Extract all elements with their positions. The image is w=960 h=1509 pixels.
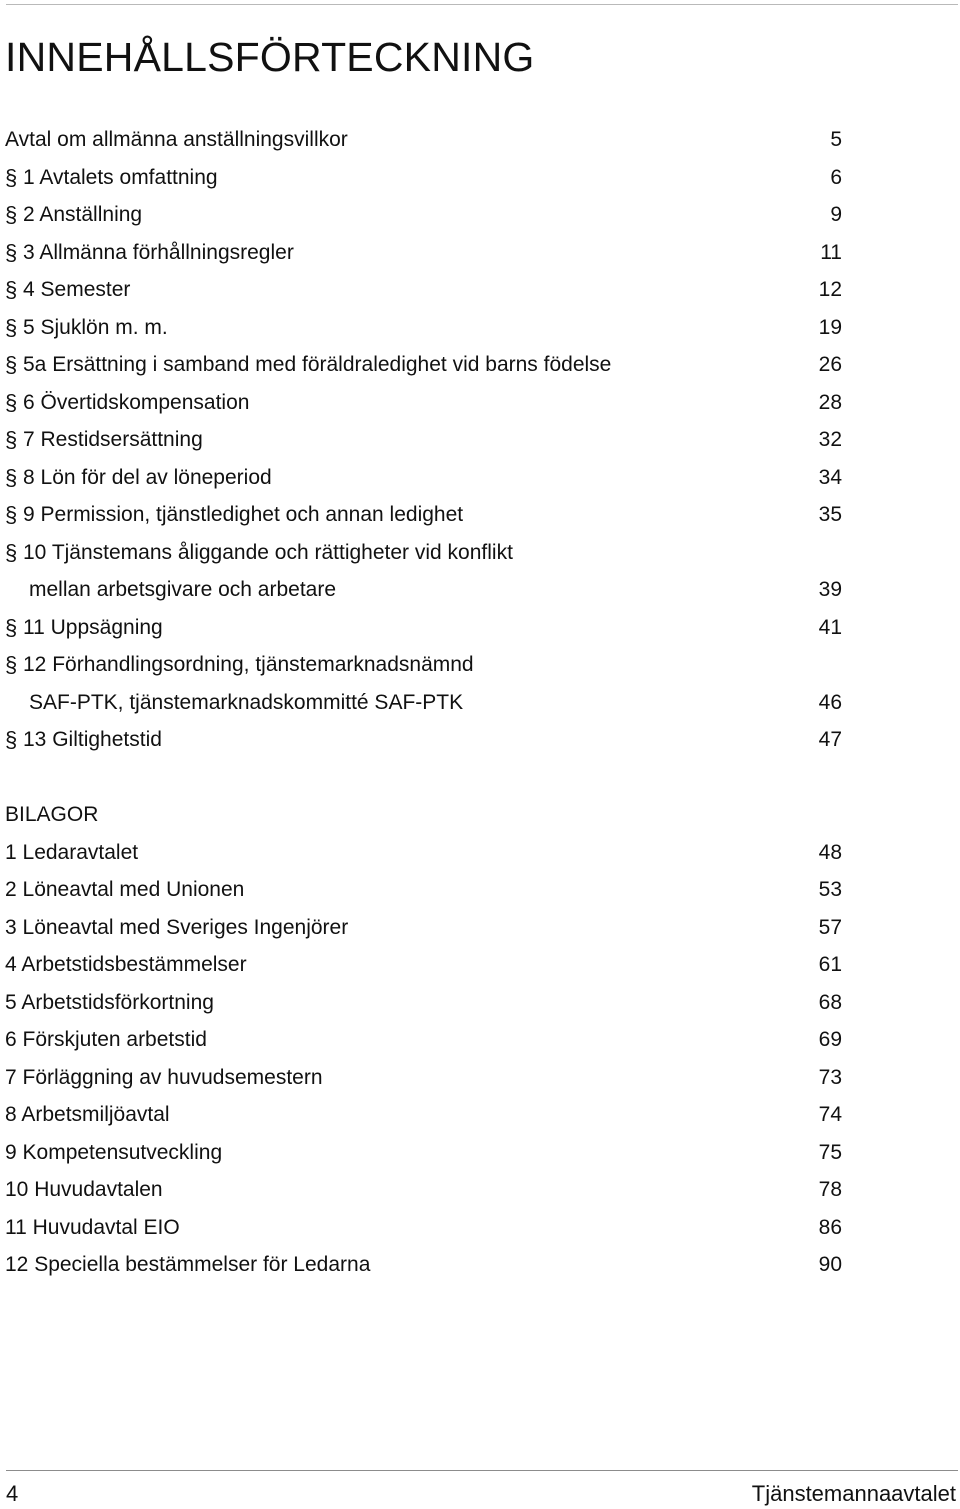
toc-entry-page-number: 78 xyxy=(818,1178,842,1201)
toc-entry-continuation[interactable] xyxy=(0,685,960,721)
toc-entry-label: 8 Lön för del av löneperiod xyxy=(23,466,272,489)
toc-entry-label: 11 Uppsägning xyxy=(23,616,163,639)
toc-entry-page-number: 41 xyxy=(818,616,842,639)
bilaga-entry[interactable] xyxy=(0,1022,960,1058)
toc-entry-label: 3 Löneavtal med Sveriges Ingenjörer xyxy=(5,916,349,939)
toc-entry[interactable] xyxy=(0,460,960,496)
toc-entry-page-number: 12 xyxy=(818,278,842,301)
bilaga-entry[interactable] xyxy=(0,910,960,946)
toc-entry[interactable] xyxy=(0,235,960,271)
toc-entry-label: 7 Förläggning av huvudsemestern xyxy=(5,1066,323,1089)
toc-entry-label: 13 Giltighetstid xyxy=(23,728,162,751)
toc-entry-page-number: 57 xyxy=(818,916,842,939)
toc-entry-page-number: 46 xyxy=(818,691,842,714)
section-symbol: § xyxy=(5,202,18,227)
toc-entry-page-number: 28 xyxy=(818,391,842,414)
toc-entry-page-number: 86 xyxy=(818,1216,842,1239)
toc-entry-page-number: 34 xyxy=(818,466,842,489)
toc-entry-label: 9 Kompetensutveckling xyxy=(5,1141,223,1164)
section-symbol: § xyxy=(5,165,18,190)
toc-entry-label: 10 Tjänstemans åliggande och rättigheter vid konflikt xyxy=(23,541,513,564)
toc-entry-page-number: 11 xyxy=(820,241,842,264)
toc-entry-continuation[interactable] xyxy=(0,572,960,608)
toc-entry-label: 6 Förskjuten arbetstid xyxy=(5,1028,207,1051)
bilaga-entry[interactable] xyxy=(0,1172,960,1208)
section-symbol: § xyxy=(5,427,18,452)
toc-entry-label: 10 Huvudavtalen xyxy=(5,1178,163,1201)
toc-entry-label: 3 Allmänna förhållningsregler xyxy=(23,241,294,264)
bilaga-entry[interactable] xyxy=(0,835,960,871)
toc-entry-label: 7 Restidsersättning xyxy=(23,428,203,451)
toc-entry-label: 11 Huvudavtal EIO xyxy=(5,1216,180,1239)
toc-entry-label: 8 Arbetsmiljöavtal xyxy=(5,1103,170,1126)
toc-entry-page-number: 61 xyxy=(818,953,842,976)
toc-entry-page-number: 39 xyxy=(818,578,842,601)
toc-entry-page-number: 48 xyxy=(818,841,842,864)
section-symbol: § xyxy=(5,465,18,490)
toc-entry[interactable] xyxy=(0,122,960,158)
bilaga-entry[interactable] xyxy=(0,1210,960,1246)
toc-entry[interactable] xyxy=(0,310,960,346)
toc-entry-page-number: 19 xyxy=(818,316,842,339)
toc-entry-label: SAF-PTK, tjänstemarknadskommitté SAF-PTK xyxy=(29,691,464,714)
toc-entry[interactable] xyxy=(0,385,960,421)
section-symbol: § xyxy=(5,615,18,640)
toc-entry-label: Avtal om allmänna anställningsvillkor xyxy=(5,128,348,151)
toc-entry-page-number: 9 xyxy=(830,203,842,226)
toc-entry-label: 5 Arbetstidsförkortning xyxy=(5,991,214,1014)
toc-entry-label: 12 Speciella bestämmelser för Ledarna xyxy=(5,1253,371,1276)
toc-entry-page-number: 68 xyxy=(818,991,842,1014)
section-symbol: § xyxy=(5,727,18,752)
top-rule xyxy=(6,4,958,5)
toc-entry-label: 2 Anställning xyxy=(23,203,143,226)
toc-entry[interactable] xyxy=(0,197,960,233)
toc-entry-label: mellan arbetsgivare och arbetare xyxy=(29,578,337,601)
toc-entry-page-number: 53 xyxy=(818,878,842,901)
section-symbol: § xyxy=(5,240,18,265)
section-symbol: § xyxy=(5,352,18,377)
section-symbol: § xyxy=(5,540,18,565)
toc-entry[interactable] xyxy=(0,347,960,383)
toc-entry-page-number: 6 xyxy=(830,166,842,189)
section-symbol: § xyxy=(5,652,18,677)
toc-entry-label: 2 Löneavtal med Unionen xyxy=(5,878,245,901)
bilagor-heading xyxy=(0,797,960,833)
toc-entry[interactable] xyxy=(0,535,960,571)
bilaga-entry[interactable] xyxy=(0,1097,960,1133)
bilaga-entry[interactable] xyxy=(0,1060,960,1096)
toc-entry[interactable] xyxy=(0,497,960,533)
toc-entry-label: 5 Sjuklön m. m. xyxy=(23,316,168,339)
toc-entry-page-number: 73 xyxy=(818,1066,842,1089)
toc-entry-label: 5a Ersättning i samband med föräldraledighet vid barns födelse xyxy=(23,353,612,376)
toc-entry-page-number: 26 xyxy=(818,353,842,376)
toc-entry-page-number: 35 xyxy=(818,503,842,526)
toc-entry-page-number: 74 xyxy=(818,1103,842,1126)
section-symbol: § xyxy=(5,390,18,415)
toc-entry-page-number: 90 xyxy=(818,1253,842,1276)
toc-entry[interactable] xyxy=(0,722,960,758)
section-symbol: § xyxy=(5,502,18,527)
footer-rule xyxy=(6,1470,958,1471)
toc-entry-page-number: 75 xyxy=(818,1141,842,1164)
toc-entry-label: 1 Avtalets omfattning xyxy=(23,166,218,189)
toc-entry-label: BILAGOR xyxy=(5,803,99,826)
toc-entry-page-number: 69 xyxy=(818,1028,842,1051)
footer-page-number: 4 xyxy=(6,1481,19,1506)
toc-entry-label: 4 Arbetstidsbestämmelser xyxy=(5,953,247,976)
toc-entry-label: 6 Övertidskompensation xyxy=(23,391,250,414)
bilaga-entry[interactable] xyxy=(0,1135,960,1171)
bilaga-entry[interactable] xyxy=(0,1247,960,1283)
toc-entry-page-number: 47 xyxy=(818,728,842,751)
footer-document-title: Tjänstemannaavtalet xyxy=(751,1481,956,1506)
toc-entry[interactable] xyxy=(0,272,960,308)
toc-entry-label: 4 Semester xyxy=(23,278,131,301)
toc-entry-label: 1 Ledaravtalet xyxy=(5,841,139,864)
toc-entry[interactable] xyxy=(0,422,960,458)
toc-entry[interactable] xyxy=(0,160,960,196)
toc-entry-label: 9 Permission, tjänstledighet och annan ledighet xyxy=(23,503,464,526)
toc-entry-page-number: 5 xyxy=(830,128,842,151)
bilaga-entry[interactable] xyxy=(0,985,960,1021)
toc-entry[interactable] xyxy=(0,647,960,683)
bilaga-entry[interactable] xyxy=(0,947,960,983)
bilaga-entry[interactable] xyxy=(0,872,960,908)
toc-entry[interactable] xyxy=(0,610,960,646)
section-symbol: § xyxy=(5,315,18,340)
toc-entry-page-number: 32 xyxy=(818,428,842,451)
page-title: INNEHÅLLSFÖRTECKNING xyxy=(5,34,535,80)
section-symbol: § xyxy=(5,277,18,302)
toc-entry-label: 12 Förhandlingsordning, tjänstemarknadsnämnd xyxy=(23,653,474,676)
